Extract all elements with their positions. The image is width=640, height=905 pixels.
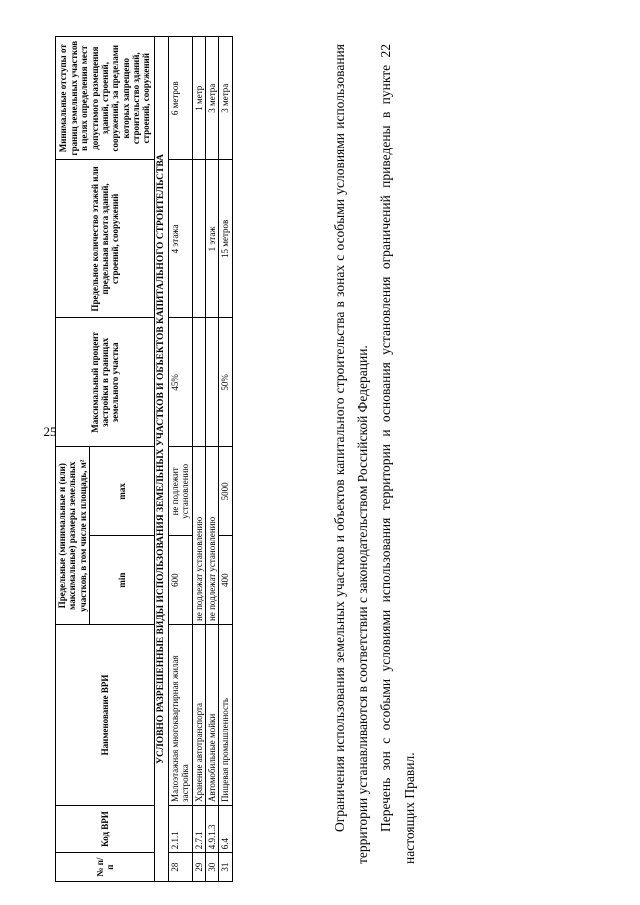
header-name: Наименование ВРИ [56, 624, 155, 805]
row-num: 29 [192, 853, 205, 882]
row-code: 2.1.1 [168, 805, 192, 852]
row-code: 4.9.1.3 [205, 805, 218, 852]
page-number: 25 [43, 424, 57, 439]
row-percent: 50% [219, 318, 232, 447]
header-sizes: Предельные (минимальные и (или) максимальные) размеры земельных участков, в том числе их площадь, м² [56, 447, 90, 625]
row-percent: 45% [168, 318, 192, 447]
table-row [205, 37, 218, 882]
row-floors: 15 метров [219, 160, 232, 318]
row-setback: 3 метра [219, 37, 232, 160]
row-name: Хранение автотранспорта [192, 624, 205, 805]
row-percent [192, 318, 205, 447]
row-name: Автомобильные мойки [205, 624, 218, 805]
table-header-row [56, 37, 90, 882]
section-title: УСЛОВНО РАЗРЕШЕННЫЕ ВИДЫ ИСПОЛЬЗОВАНИЯ ЗЕМЕЛЬНЫХ УЧАСТКОВ И ОБЪЕКТОВ КАПИТАЛЬНОГО СТРОИТЕЛЬСТВА [155, 37, 169, 882]
table-row [219, 37, 232, 882]
row-min: 400 [219, 536, 232, 625]
table-row [168, 37, 192, 882]
row-num: 30 [205, 853, 218, 882]
table-row [192, 37, 205, 882]
row-setback: 3 метра [205, 37, 218, 160]
row-sizes-span: не подлежат установлению [192, 447, 205, 625]
row-code: 2.7.1 [192, 805, 205, 852]
header-code: Код ВРИ [56, 805, 155, 852]
row-sizes-span: не подлежат установлению [205, 447, 218, 625]
regulations-table [55, 36, 233, 882]
header-setback: Минимальные отступы от границ земельных участков в целях определения мест допустимого размещения зданий, строений, сооружений, за пределами которых запрещено строительство зданий, строений, сооружений [56, 37, 155, 160]
row-num: 28 [168, 853, 192, 882]
header-max: max [90, 447, 155, 536]
row-setback: 6 метров [168, 37, 192, 160]
rotated-page-content [0, 12, 640, 892]
row-percent [205, 318, 218, 447]
header-percent: Максимальный процент застройки в границах земельного участка [56, 318, 155, 447]
row-max: не подлежит установлению [168, 447, 192, 536]
row-floors: 4 этажа [168, 160, 192, 318]
row-code: 6.4 [219, 805, 232, 852]
body-text [328, 44, 421, 864]
row-name: Малоэтажная многоквартирная жилая застройка [168, 624, 192, 805]
row-num: 31 [219, 853, 232, 882]
row-floors [192, 160, 205, 318]
header-floors: Предельное количество этажей или предельная высота зданий, строений, сооружений [56, 160, 155, 318]
row-min: 600 [168, 536, 192, 625]
header-min: min [90, 536, 155, 625]
header-num: № п/п [56, 853, 155, 882]
row-max: 5000 [219, 447, 232, 536]
paragraph: Ограничения использования земельных участков и объектов капитального строительства в зонах с особыми условиями использования территории устанавливаются в соответствии с законодательством Российской Федерации. [332, 44, 371, 864]
section-row [155, 37, 169, 882]
row-floors: 1 этаж [205, 160, 218, 318]
paragraph: Перечень зон с особыми условиями использования территории и основания установления ограничений приведены в пункте 22 настоящих Правил. [378, 44, 417, 864]
row-name: Пищевая промышленность [219, 624, 232, 805]
regulations-table-wrapper [55, 36, 233, 882]
row-setback: 1 метр [192, 37, 205, 160]
